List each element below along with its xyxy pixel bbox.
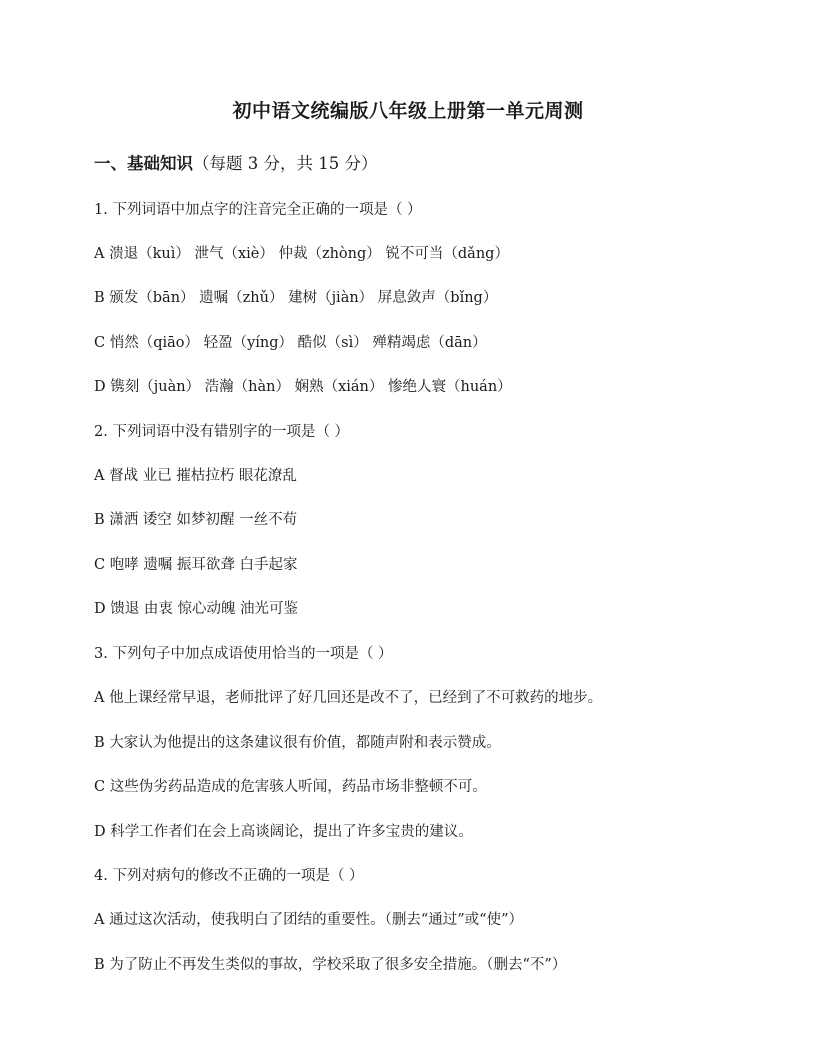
question-2-stem: 2. 下列词语中没有错别字的一项是（ ）	[94, 424, 350, 440]
question-3-option-d: D 科学工作者们在会上高谈阔论，提出了许多宝贵的建议。	[94, 824, 473, 840]
question-2-option-d: D 馈退 由衷 惊心动魄 油光可鉴	[94, 601, 299, 617]
question-1-option-b: B 颁发（bān） 遗嘱（zhǔ） 建树（jiàn） 屏息敛声（bǐng）	[94, 290, 498, 306]
question-3-option-a: A 他上课经常早退，老师批评了好几回还是改不了，已经到了不可救药的地步。	[94, 690, 603, 706]
question-1-option-d: D 镌刻（juàn） 浩瀚（hàn） 娴熟（xián） 惨绝人寰（huán）	[94, 379, 512, 395]
section-score-note: （每题 3 分，共 15 分）	[193, 154, 378, 173]
question-1-option-a: A 溃退（kuì） 泄气（xiè） 仲裁（zhòng） 锐不可当（dǎng）	[94, 246, 509, 262]
question-2-option-b: B 潇洒 诿空 如梦初醒 一丝不苟	[94, 512, 298, 528]
section-heading	[94, 150, 377, 174]
question-2-option-a: A 督战 业已 摧枯拉朽 眼花潦乱	[94, 468, 297, 484]
question-3-option-c: C 这些伪劣药品造成的危害骇人听闻，药品市场非整顿不可。	[94, 779, 487, 795]
question-4-option-a: A 通过这次活动，使我明白了团结的重要性。（删去“通过”或“使”）	[94, 912, 523, 928]
page-title: 初中语文统编版八年级上册第一单元周测	[232, 100, 584, 122]
section-heading-label: 一、基础知识	[94, 154, 193, 173]
question-2-option-c: C 咆哮 遗嘱 振耳欲聋 白手起家	[94, 557, 298, 573]
question-1-stem: 1. 下列词语中加点字的注音完全正确的一项是（ ）	[94, 202, 422, 218]
question-4-option-b: B 为了防止不再发生类似的事故，学校采取了很多安全措施。（删去“不”）	[94, 957, 567, 973]
question-4-stem: 4. 下列对病句的修改不正确的一项是（ ）	[94, 868, 364, 884]
question-1-option-c: C 悄然（qiāo） 轻盈（yíng） 酷似（sì） 殚精竭虑（dān）	[94, 335, 487, 351]
question-3-option-b: B 大家认为他提出的这条建议很有价值，都随声附和表示赞成。	[94, 735, 501, 751]
question-3-stem: 3. 下列句子中加点成语使用恰当的一项是（ ）	[94, 646, 393, 662]
